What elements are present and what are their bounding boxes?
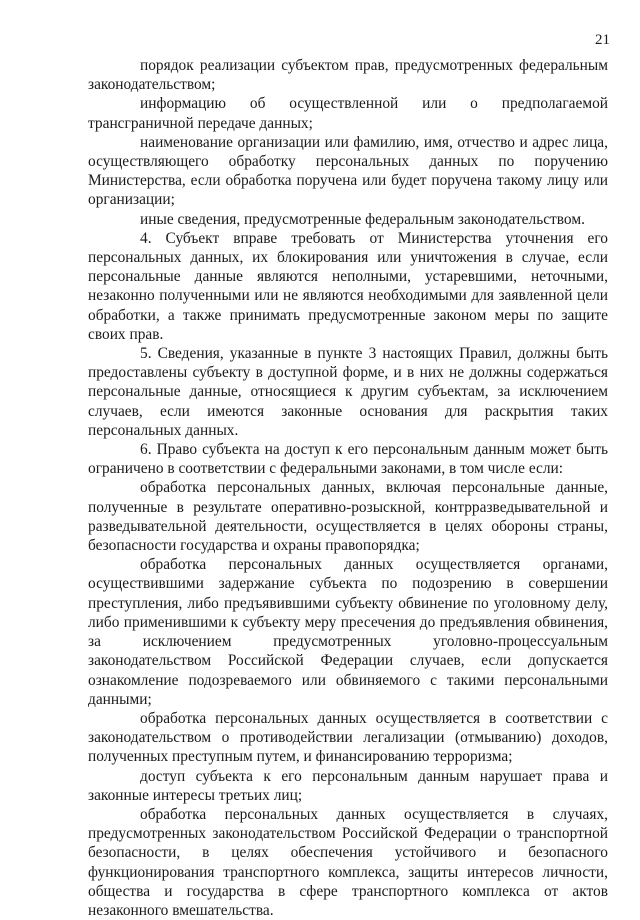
- document-body: [88, 56, 608, 920]
- paragraph-item-5: 5. Сведения, указанные в пункте 3 настоящих Правил, должны быть предоставлены субъекту в доступной форме, и в них не должны содержаться персональные данные, относящиеся к другим субъектам, за исключением случаев, если имеются законные основания для раскрытия таких персональных данных.: [88, 345, 608, 439]
- paragraph-transport-security: обработка персональных данных осуществляется в случаях, предусмотренных законодательством Российской Федерации о транспортной безопасности, в целях обеспечения устойчивого и безопасного функционирования транспортного комплекса, защиты интересов личности, общества и государства в сфере транспортного комплекса от актов незаконного вмешательства.: [88, 805, 608, 919]
- paragraph-cross-border-transfer: информацию об осуществленной или о предполагаемой трансграничной передаче данных;: [88, 95, 608, 132]
- paragraph-item-6: 6. Право субъекта на доступ к его персональным данным может быть ограничено в соответствии с федеральными законами, в том числе если:: [88, 441, 608, 478]
- paragraph-other-info: иные сведения, предусмотренные федеральным законодательством.: [140, 210, 585, 228]
- paragraph-subject-rights-procedure: порядок реализации субъектом прав, предусмотренных федеральным законодательством;: [88, 57, 608, 94]
- page-number: 21: [595, 32, 610, 48]
- paragraph-anti-money-laundering: обработка персональных данных осуществляется в соответствии с законодательством о противодействии легализации (отмыванию) доходов, полученных преступным путем, и финансированию терроризма;: [88, 709, 608, 766]
- paragraph-processor-details: наименование организации или фамилию, имя, отчество и адрес лица, осуществляющего обработку персональных данных по поручению Министерства, если обработка поручена или будет поручена такому лицу или организации;: [88, 133, 608, 209]
- paragraph-detention-bodies: обработка персональных данных осуществляется органами, осуществившими задержание субъекта по подозрению в совершении преступления, либо предъявившими субъекту обвинение по уголовному делу, либо применившими к субъекту меру пресечения до предъявления обвинения, за исключением предусмотренных уголовно-процессуальным законодательством Российской Федерации случаев, если допускается ознакомление подозреваемого или обвиняемого с такими персональными данными;: [88, 556, 608, 708]
- paragraph-item-4: 4. Субъект вправе требовать от Министерства уточнения его персональных данных, их блокирования или уничтожения в случае, если персональные данные являются неполными, устаревшими, неточными, незаконно полученными или не являются необходимыми для заявленной цели обработки, а также принимать предусмотренные законом меры по защите своих прав.: [88, 229, 608, 343]
- paragraph-defense-security: обработка персональных данных, включая персональные данные, полученные в результате оперативно-розыскной, контрразведывательной и разведывательной деятельности, осуществляется в целях обороны страны, безопасности государства и охраны правопорядка;: [88, 479, 608, 555]
- paragraph-third-party-rights: доступ субъекта к его персональным данным нарушает права и законные интересы третьих лиц;: [88, 767, 608, 804]
